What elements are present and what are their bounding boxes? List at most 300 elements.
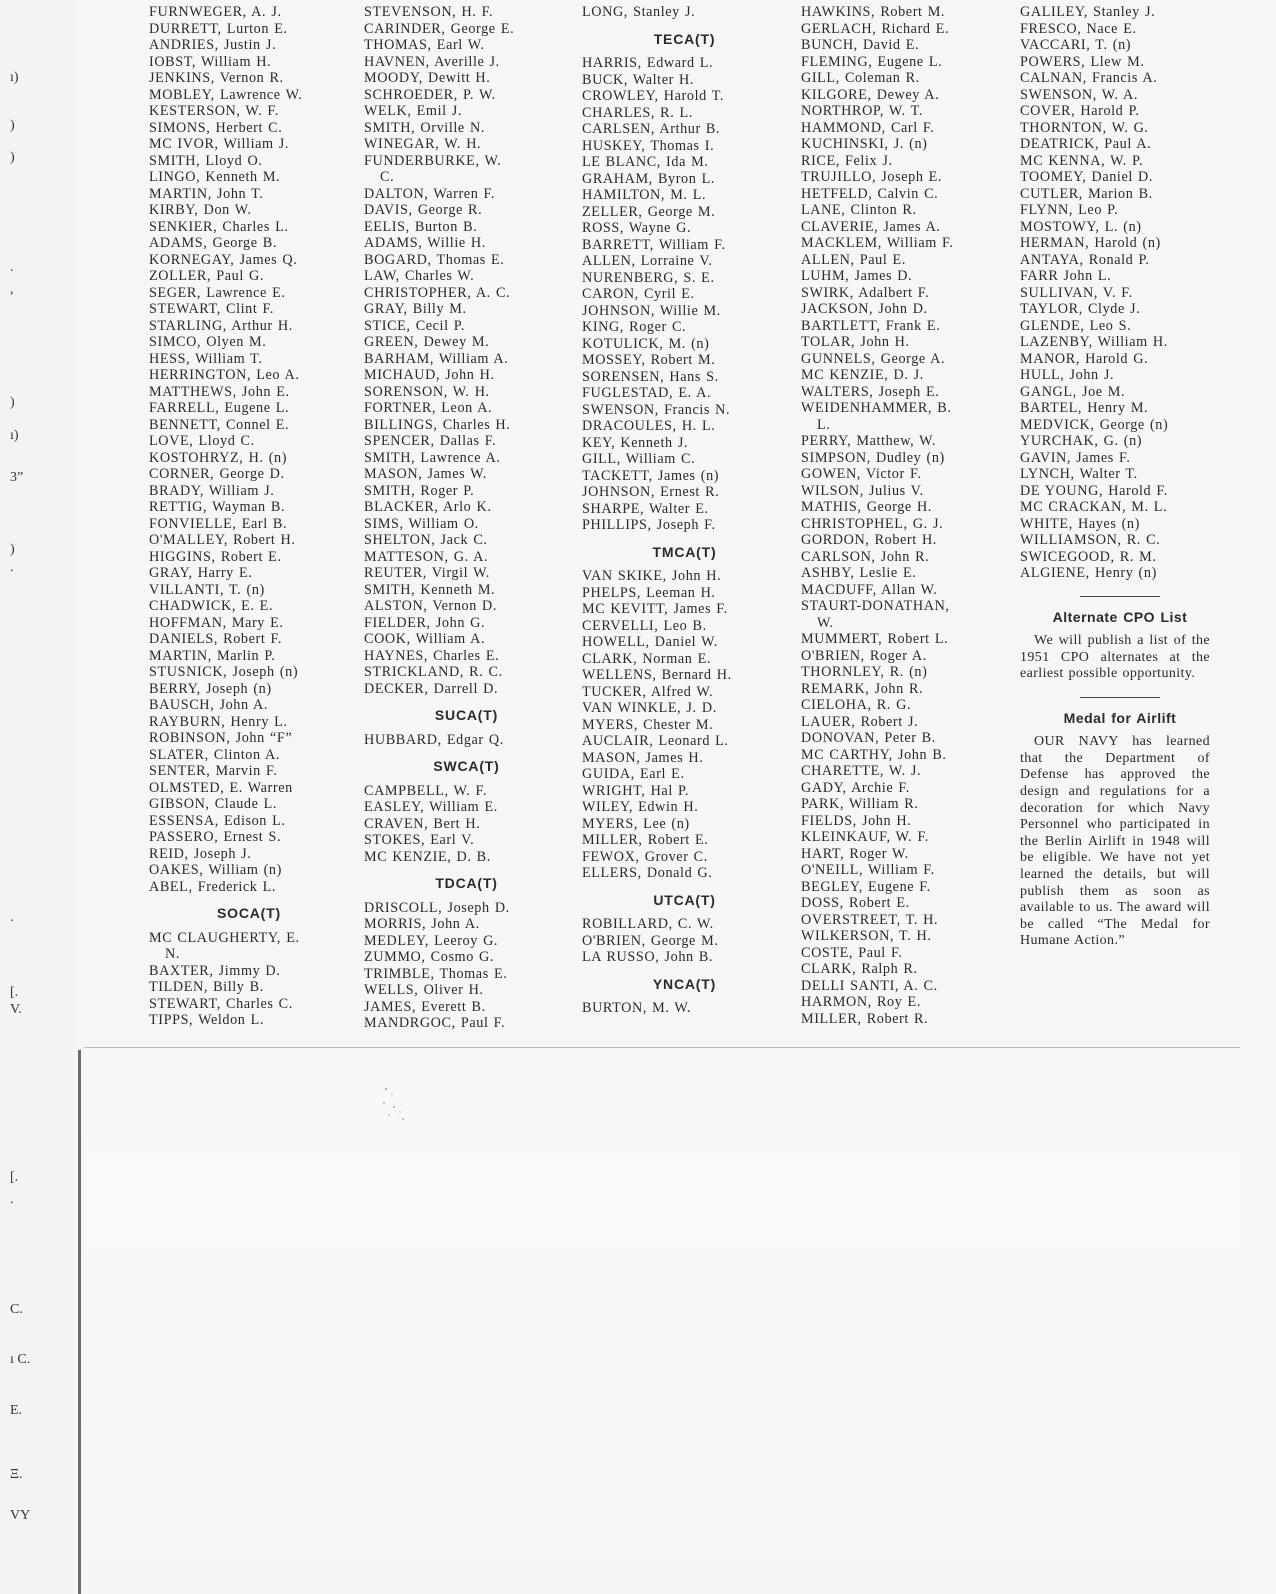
- name-entry: STEWART, Clint F.: [149, 301, 275, 317]
- name-entry: THORNLEY, R. (n): [801, 664, 928, 680]
- gutter-mark: [.: [10, 985, 19, 1000]
- name-entry: PHILLIPS, Joseph F.: [582, 517, 716, 533]
- name-entry: VAN SKIKE, John H.: [582, 568, 722, 584]
- name-entry: MYERS, Chester M.: [582, 716, 714, 733]
- name-entry: CARLSEN, Arthur B.: [582, 121, 721, 137]
- name-entry: STAURT-DONATHAN,: [801, 598, 950, 614]
- name-entry: YURCHAK, G. (n): [1020, 433, 1143, 449]
- name-entry: SULLIVAN, V. F.: [1020, 284, 1133, 301]
- name-entry: HIGGINS, Robert E.: [149, 548, 282, 565]
- name-entry: STICE, Cecil P.: [364, 317, 465, 334]
- name-entry: GLENDE, Leo S.: [1020, 317, 1132, 334]
- name-entry: ZELLER, George M.: [582, 203, 716, 220]
- name-entry: ADAMS, Willie H.: [364, 235, 486, 251]
- name-entry: BEGLEY, Eugene F.: [801, 878, 931, 895]
- name-entry: DANIELS, Robert F.: [149, 631, 283, 647]
- name-entry: MARTIN, John T.: [149, 185, 264, 202]
- name-entry: FUNDERBURKE, W.: [364, 152, 502, 169]
- name-entry: FORTNER, Leon A.: [364, 400, 493, 416]
- name-entry: ALLEN, Lorraine V.: [582, 253, 713, 269]
- name-entry: HAWKINS, Robert M.: [801, 4, 946, 20]
- name-entry: KLEINKAUF, W. F.: [801, 829, 929, 845]
- name-entry: SMITH, Kenneth M.: [364, 581, 496, 598]
- name-entry: OVERSTREET, T. H.: [801, 911, 939, 928]
- name-entry: STEVENSON, H. F.: [364, 4, 494, 20]
- name-entry: NURENBERG, S. E.: [582, 269, 715, 286]
- name-entry: WELLS, Oliver H.: [364, 982, 484, 998]
- name-entry: FRESCO, Nace E.: [1020, 20, 1137, 37]
- name-entry: PASSERO, Ernest S.: [149, 829, 282, 845]
- name-entry: BARHAM, William A.: [364, 350, 509, 367]
- name-entry: ROSS, Wayne G.: [582, 220, 692, 236]
- name-entry: HERMAN, Harold (n): [1020, 235, 1161, 251]
- name-entry: HESS, William T.: [149, 350, 263, 367]
- name-entry: NORTHROP, W. T.: [801, 103, 923, 119]
- name-entry: WALTERS, Joseph E.: [801, 383, 940, 400]
- name-entry: LINGO, Kenneth M.: [149, 169, 281, 185]
- name-entry: MOODY, Dewitt H.: [364, 70, 491, 86]
- name-entry: GIBSON, Claude L.: [149, 796, 278, 812]
- name-entry: EASLEY, William E.: [364, 799, 498, 815]
- name-entry: DONOVAN, Peter B.: [801, 730, 936, 746]
- rating-heading: UTCA(T): [653, 891, 716, 908]
- name-entry: IOBST, William H.: [149, 53, 272, 70]
- name-entry: FEWOX, Grover C.: [582, 848, 708, 865]
- name-entry: FLEMING, Eugene L.: [801, 53, 943, 70]
- dust-specks: [380, 1085, 440, 1135]
- name-entry: BLACKER, Arlo K.: [364, 499, 492, 515]
- name-entry: MACDUFF, Allan W.: [801, 581, 938, 598]
- name-column-1: [149, 4, 349, 1029]
- name-entry: MATTESON, G. A.: [364, 548, 489, 565]
- name-entry: SLATER, Clinton A.: [149, 746, 281, 763]
- gutter-mark: Ξ.: [10, 1467, 23, 1482]
- name-entry: HARRIS, Edward L.: [582, 55, 714, 71]
- name-entry: DELLI SANTI, A. C.: [801, 977, 938, 994]
- gutter-mark: E.: [10, 1403, 23, 1418]
- name-entry: ASHBY, Leslie E.: [801, 565, 917, 581]
- name-entry: MC CRACKAN, M. L.: [1020, 499, 1168, 515]
- name-entry: MC KENZIE, D. B.: [364, 848, 491, 865]
- name-entry: CLARK, Ralph R.: [801, 961, 918, 977]
- fold-line: [84, 1047, 1240, 1048]
- name-entry: DALTON, Warren F.: [364, 185, 496, 202]
- name-entry: ALSTON, Vernon D.: [364, 598, 498, 614]
- name-entry: BARRETT, William F.: [582, 236, 726, 253]
- name-entry: STOKES, Earl V.: [364, 832, 475, 848]
- name-entry: CARLSON, John R.: [801, 548, 930, 565]
- name-entry: MOSSEY, Robert M.: [582, 352, 716, 368]
- name-entry: MACKLEM, William F.: [801, 235, 954, 251]
- name-entry: TRUJILLO, Joseph E.: [801, 169, 943, 185]
- name-entry: FIELDER, John G.: [364, 614, 486, 631]
- name-entry: WHITE, Hayes (n): [1020, 515, 1140, 532]
- name-entry: ROBILLARD, C. W.: [582, 916, 714, 932]
- name-entry: MILLER, Robert R.: [801, 1010, 929, 1027]
- name-entry: ANTAYA, Ronald P.: [1020, 251, 1150, 268]
- notice-title: Alternate CPO List: [1052, 608, 1188, 625]
- name-entry: REID, Joseph J.: [149, 845, 252, 862]
- name-entry: ABEL, Frederick L.: [149, 878, 277, 895]
- name-entry: HULL, John J.: [1020, 367, 1115, 383]
- name-entry: N.: [165, 946, 180, 962]
- name-entry: RICE, Felix J.: [801, 152, 893, 169]
- name-entry: LA RUSSO, John B.: [582, 949, 714, 965]
- name-entry: GRAY, Harry E.: [149, 565, 253, 581]
- name-entry: KOSTOHRYZ, H. (n): [149, 449, 288, 466]
- name-entry: O'BRIEN, Roger A.: [801, 647, 927, 664]
- name-entry: BOGARD, Thomas E.: [364, 251, 505, 268]
- rating-heading: SWCA(T): [433, 758, 500, 774]
- name-entry: LOVE, Lloyd C.: [149, 433, 255, 449]
- name-entry: CLAVERIE, James A.: [801, 218, 941, 235]
- rating-heading: TMCA(T): [652, 543, 717, 560]
- name-entry: HAVNEN, Averille J.: [364, 53, 500, 70]
- name-entry: PARK, William R.: [801, 796, 919, 812]
- notice-title: Medal for Airlift: [1063, 709, 1177, 726]
- name-entry: ADAMS, George B.: [149, 235, 277, 251]
- name-entry: JOHNSON, Willie M.: [582, 302, 721, 319]
- name-entry: SPENCER, Dallas F.: [364, 433, 497, 449]
- name-entry: O'NEILL, William F.: [801, 862, 935, 878]
- gutter-mark: .: [10, 1192, 14, 1207]
- name-column-5: [1020, 4, 1220, 950]
- name-entry: LAUER, Robert J.: [801, 713, 919, 730]
- name-entry: MOSTOWY, L. (n): [1020, 218, 1142, 235]
- name-entry: LAZENBY, William H.: [1020, 334, 1168, 350]
- name-entry: ROBINSON, John “F”: [149, 730, 293, 746]
- name-entry: SCHROEDER, P. W.: [364, 86, 496, 103]
- name-entry: COVER, Harold P.: [1020, 103, 1140, 119]
- rating-heading: SOCA(T): [217, 905, 281, 921]
- name-entry: SEGER, Lawrence E.: [149, 284, 286, 301]
- name-column-4: [801, 4, 1001, 1027]
- name-entry: HAMILTON, M. L.: [582, 187, 707, 203]
- name-entry: SIMONS, Herbert C.: [149, 119, 283, 136]
- gutter-mark: .: [10, 560, 14, 575]
- name-entry: GADY, Archie F.: [801, 779, 910, 796]
- name-entry: BAUSCH, John A.: [149, 697, 269, 713]
- name-entry: SHELTON, Jack C.: [364, 532, 488, 548]
- name-entry: ZOLLER, Paul G.: [149, 268, 265, 284]
- name-entry: STUSNICK, Joseph (n): [149, 664, 299, 680]
- name-entry: VAN WINKLE, J. D.: [582, 700, 717, 716]
- name-entry: DEATRICK, Paul A.: [1020, 136, 1152, 152]
- name-entry: DOSS, Robert E.: [801, 895, 910, 911]
- name-entry: SIMPSON, Dudley (n): [801, 449, 945, 466]
- name-entry: ANDRIES, Justin J.: [149, 37, 277, 53]
- name-entry: STARLING, Arthur H.: [149, 317, 293, 334]
- name-entry: VILLANTI, T. (n): [149, 581, 265, 598]
- name-entry: GRAHAM, Byron L.: [582, 170, 715, 187]
- name-entry: KESTERSON, W. F.: [149, 103, 279, 119]
- blank-lower-area: [84, 1048, 1240, 1594]
- name-entry: BUCK, Walter H.: [582, 71, 695, 88]
- name-entry: HOFFMAN, Mary E.: [149, 614, 284, 631]
- name-entry: CHRISTOPHEL, G. J.: [801, 515, 944, 532]
- left-gutter: [0, 0, 75, 1594]
- gutter-mark: ): [10, 395, 15, 410]
- name-entry: GREEN, Dewey M.: [364, 334, 490, 350]
- name-entry: OAKES, William (n): [149, 862, 282, 878]
- section-divider: [1080, 697, 1160, 698]
- name-entry: REUTER, Virgil W.: [364, 565, 490, 581]
- name-entry: CROWLEY, Harold T.: [582, 88, 725, 104]
- name-entry: FARR John L.: [1020, 268, 1112, 284]
- rating-heading: SUCA(T): [434, 707, 499, 723]
- name-entry: DURRETT, Lurton E.: [149, 20, 288, 37]
- name-entry: REMARK, John R.: [801, 680, 924, 697]
- name-entry: MC KEVITT, James F.: [582, 601, 728, 617]
- name-entry: CERVELLI, Leo B.: [582, 617, 707, 634]
- name-entry: MC KENNA, W. P.: [1020, 152, 1144, 169]
- name-entry: GAVIN, James F.: [1020, 449, 1131, 466]
- name-entry: STEWART, Charles C.: [149, 995, 293, 1012]
- name-entry: PHELPS, Leeman H.: [582, 584, 716, 601]
- name-entry: RAYBURN, Henry L.: [149, 713, 288, 730]
- name-entry: ZUMMO, Cosmo G.: [364, 949, 495, 965]
- name-entry: MANOR, Harold G.: [1020, 350, 1149, 367]
- gutter-mark: ,: [10, 282, 14, 297]
- gutter-mark: VY: [10, 1508, 31, 1523]
- name-entry: JACKSON, John D.: [801, 301, 928, 317]
- gutter-mark: C.: [10, 1302, 23, 1317]
- name-entry: WILSON, Julius V.: [801, 482, 924, 499]
- name-entry: WRIGHT, Hal P.: [582, 782, 690, 799]
- name-entry: HARMON, Roy E.: [801, 994, 921, 1010]
- name-entry: MILLER, Robert E.: [582, 832, 709, 848]
- name-entry: DECKER, Darrell D.: [364, 680, 499, 697]
- name-entry: LONG, Stanley J.: [582, 4, 696, 20]
- name-entry: GILL, William C.: [582, 451, 696, 467]
- name-entry: CALNAN, Francis A.: [1020, 70, 1158, 86]
- gutter-mark: [.: [10, 1170, 19, 1185]
- name-entry: TACKETT, James (n): [582, 467, 720, 484]
- name-entry: SWIRK, Adalbert F.: [801, 284, 930, 301]
- name-entry: FIELDS, John H.: [801, 812, 912, 829]
- name-entry: CHARETTE, W. J.: [801, 763, 922, 779]
- name-entry: STRICKLAND, R. C.: [364, 664, 503, 680]
- name-column-2: [364, 4, 569, 1032]
- name-entry: SWENSON, W. A.: [1020, 86, 1139, 103]
- gutter-mark: .: [10, 910, 14, 925]
- name-entry: MEDVICK, George (n): [1020, 416, 1169, 433]
- name-entry: O'MALLEY, Robert H.: [149, 532, 296, 548]
- gutter-mark: ): [10, 118, 15, 133]
- name-entry: HUSKEY, Thomas I.: [582, 137, 715, 154]
- name-entry: BENNETT, Connel E.: [149, 416, 290, 433]
- name-entry: WELK, Emil J.: [364, 103, 463, 119]
- name-entry: LUHM, James D.: [801, 268, 913, 284]
- name-entry: PERRY, Matthew, W.: [801, 433, 936, 449]
- name-entry: WILKERSON, T. H.: [801, 928, 932, 944]
- name-entry: HAYNES, Charles E.: [364, 647, 500, 664]
- name-entry: BERRY, Joseph (n): [149, 680, 272, 697]
- name-entry: DRISCOLL, Joseph D.: [364, 899, 510, 916]
- name-entry: DE YOUNG, Harold F.: [1020, 482, 1168, 499]
- name-entry: CUTLER, Marion B.: [1020, 185, 1153, 202]
- name-entry: TIPPS, Weldon L.: [149, 1012, 265, 1028]
- name-entry: GRAY, Billy M.: [364, 301, 467, 317]
- name-entry: C.: [380, 169, 395, 185]
- name-entry: KIRBY, Don W.: [149, 202, 252, 218]
- name-entry: ESSENSA, Edison L.: [149, 812, 286, 829]
- name-entry: MICHAUD, John H.: [364, 367, 495, 383]
- gutter-mark: 3”: [10, 470, 24, 485]
- name-entry: JAMES, Everett B.: [364, 998, 486, 1015]
- name-entry: EELIS, Burton B.: [364, 218, 478, 235]
- name-entry: FARRELL, Eugene L.: [149, 400, 290, 416]
- name-entry: HAMMOND, Carl F.: [801, 119, 935, 136]
- name-entry: CARON, Cyril E.: [582, 286, 695, 302]
- name-entry: MORRIS, John A.: [364, 916, 480, 932]
- name-entry: CORNER, George D.: [149, 466, 285, 482]
- name-entry: SENTER, Marvin F.: [149, 763, 278, 779]
- section-divider: [1080, 596, 1160, 597]
- name-entry: CHADWICK, E. E.: [149, 598, 274, 614]
- name-entry: MOBLEY, Lawrence W.: [149, 86, 303, 103]
- name-entry: MC IVOR, William J.: [149, 136, 290, 152]
- notice-body: OUR NAVY has learned that the Department of Defense has approved the design and regulations for a decoration for which Navy Personnel who participated in the Berlin Airlift in 1948 will be eligible. We have not yet learned the details, but will publish them as soon as available to us. The award will be called “The Medal for Humane Action.”: [1020, 734, 1210, 949]
- gutter-mark: .: [10, 260, 14, 275]
- name-entry: FUGLESTAD, E. A.: [582, 385, 712, 401]
- name-entry: SHARPE, Walter E.: [582, 500, 709, 517]
- gutter-mark: ): [10, 542, 15, 557]
- name-entry: SORENSEN, Hans S.: [582, 368, 719, 385]
- name-entry: THOMAS, Earl W.: [364, 37, 485, 53]
- name-entry: CARINDER, George E.: [364, 20, 515, 37]
- name-entry: GUNNELS, George A.: [801, 350, 946, 367]
- name-entry: LE BLANC, Ida M.: [582, 154, 709, 170]
- name-entry: MATTHEWS, John E.: [149, 383, 290, 400]
- name-entry: TILDEN, Billy B.: [149, 979, 264, 995]
- name-entry: SMITH, Lloyd O.: [149, 152, 263, 169]
- name-entry: BILLINGS, Charles H.: [364, 416, 511, 433]
- name-entry: BRADY, William J.: [149, 482, 275, 499]
- name-entry: KEY, Kenneth J.: [582, 434, 689, 451]
- name-entry: HERRINGTON, Leo A.: [149, 367, 300, 383]
- name-entry: MANDRGOC, Paul F.: [364, 1015, 506, 1031]
- name-entry: SMITH, Roger P.: [364, 482, 475, 499]
- name-entry: WILLIAMSON, R. C.: [1020, 532, 1161, 548]
- name-entry: BUNCH, David E.: [801, 37, 920, 53]
- gutter-mark: ): [10, 150, 15, 165]
- name-entry: SWICEGOOD, R. M.: [1020, 548, 1157, 565]
- name-entry: CIELOHA, R. G.: [801, 697, 912, 713]
- name-entry: GORDON, Robert H.: [801, 532, 937, 548]
- name-entry: AUCLAIR, Leonard L.: [582, 733, 729, 749]
- name-entry: CHRISTOPHER, A. C.: [364, 284, 511, 301]
- name-entry: SWENSON, Francis N.: [582, 401, 731, 418]
- name-entry: FONVIELLE, Earl B.: [149, 515, 288, 532]
- name-entry: KOTULICK, M. (n): [582, 335, 710, 352]
- name-entry: GANGL, Joe M.: [1020, 383, 1126, 400]
- rating-heading: TECA(T): [653, 30, 716, 47]
- name-entry: MUMMERT, Robert L.: [801, 631, 949, 647]
- name-entry: COOK, William A.: [364, 631, 486, 647]
- name-entry: MC KENZIE, D. J.: [801, 367, 924, 383]
- gutter-mark: ı C.: [10, 1352, 31, 1367]
- gutter-mark: ı): [10, 428, 19, 443]
- name-entry: WILEY, Edwin H.: [582, 799, 699, 815]
- name-entry: BAXTER, Jimmy D.: [149, 962, 281, 979]
- name-entry: KORNEGAY, James Q.: [149, 251, 298, 268]
- name-entry: THORNTON, W. G.: [1020, 119, 1149, 136]
- name-entry: JOHNSON, Ernest R.: [582, 484, 720, 500]
- name-entry: MATHIS, George H.: [801, 499, 932, 515]
- name-entry: BARTLETT, Frank E.: [801, 317, 941, 334]
- name-entry: SIMS, William O.: [364, 515, 479, 532]
- name-entry: SIMCO, Olyen M.: [149, 334, 267, 350]
- name-entry: MEDLEY, Leeroy G.: [364, 932, 499, 949]
- name-entry: MYERS, Lee (n): [582, 815, 690, 832]
- gutter-mark: V.: [10, 1002, 22, 1017]
- name-entry: BURTON, M. W.: [582, 1000, 692, 1016]
- notice-body: We will publish a list of the 1951 CPO alternates at the earliest possible opportunity.: [1020, 633, 1210, 682]
- name-entry: RETTIG, Wayman B.: [149, 499, 286, 515]
- name-entry: JENKINS, Vernon R.: [149, 70, 284, 86]
- name-entry: CRAVEN, Bert H.: [364, 815, 481, 832]
- name-entry: SENKIER, Charles L.: [149, 218, 289, 235]
- name-entry: CHARLES, R. L.: [582, 104, 693, 121]
- name-entry: GILL, Coleman R.: [801, 70, 920, 86]
- name-entry: TRIMBLE, Thomas E.: [364, 965, 508, 982]
- name-entry: ALGIENE, Henry (n): [1020, 565, 1157, 581]
- name-entry: TOOMEY, Daniel D.: [1020, 169, 1154, 185]
- name-entry: COSTE, Paul F.: [801, 944, 903, 961]
- name-entry: WELLENS, Bernard H.: [582, 667, 732, 683]
- name-entry: DAVIS, George R.: [364, 202, 483, 218]
- name-entry: OLMSTED, E. Warren: [149, 779, 293, 796]
- name-entry: TAYLOR, Clyde J.: [1020, 301, 1141, 317]
- name-entry: CAMPBELL, W. F.: [364, 782, 487, 799]
- name-entry: SORENSON, W. H.: [364, 383, 490, 400]
- name-entry: GOWEN, Victor F.: [801, 466, 922, 482]
- name-entry: WEIDENHAMMER, B.: [801, 400, 952, 416]
- name-entry: LANE, Clinton R.: [801, 202, 917, 218]
- name-entry: TUCKER, Alfred W.: [582, 683, 714, 700]
- name-entry: MC CARTHY, John B.: [801, 746, 947, 763]
- name-entry: BARTEL, Henry M.: [1020, 400, 1149, 416]
- name-entry: GUIDA, Earl E.: [582, 766, 685, 782]
- name-entry: LYNCH, Walter T.: [1020, 466, 1138, 482]
- name-column-3: [582, 4, 787, 1017]
- name-entry: LAW, Charles W.: [364, 268, 475, 284]
- rating-heading: YNCA(T): [652, 975, 717, 992]
- name-entry: KILGORE, Dewey A.: [801, 86, 940, 103]
- name-entry: VACCARI, T. (n): [1020, 37, 1132, 53]
- name-entry: WINEGAR, W. H.: [364, 136, 482, 152]
- name-entry: O'BRIEN, George M.: [582, 932, 719, 949]
- name-entry: MASON, James W.: [364, 466, 487, 482]
- name-entry: FURNWEGER, A. J.: [149, 4, 282, 20]
- name-entry: KING, Roger C.: [582, 319, 687, 335]
- name-entry: KUCHINSKI, J. (n): [801, 136, 928, 152]
- name-entry: MARTIN, Marlin P.: [149, 647, 276, 664]
- name-entry: FLYNN, Leo P.: [1020, 202, 1119, 218]
- name-entry: ELLERS, Donald G.: [582, 865, 713, 881]
- name-entry: GERLACH, Richard E.: [801, 20, 950, 37]
- name-entry: MASON, James H.: [582, 749, 704, 766]
- name-entry: TOLAR, John H.: [801, 334, 910, 350]
- name-entry: HUBBARD, Edgar Q.: [364, 731, 504, 748]
- name-entry: SMITH, Orville N.: [364, 119, 485, 136]
- name-entry: DRACOULES, H. L.: [582, 418, 716, 434]
- name-entry: W.: [817, 614, 834, 631]
- name-entry: MC CLAUGHERTY, E.: [149, 929, 300, 946]
- name-entry: L.: [817, 416, 831, 433]
- name-entry: POWERS, Llew M.: [1020, 53, 1145, 70]
